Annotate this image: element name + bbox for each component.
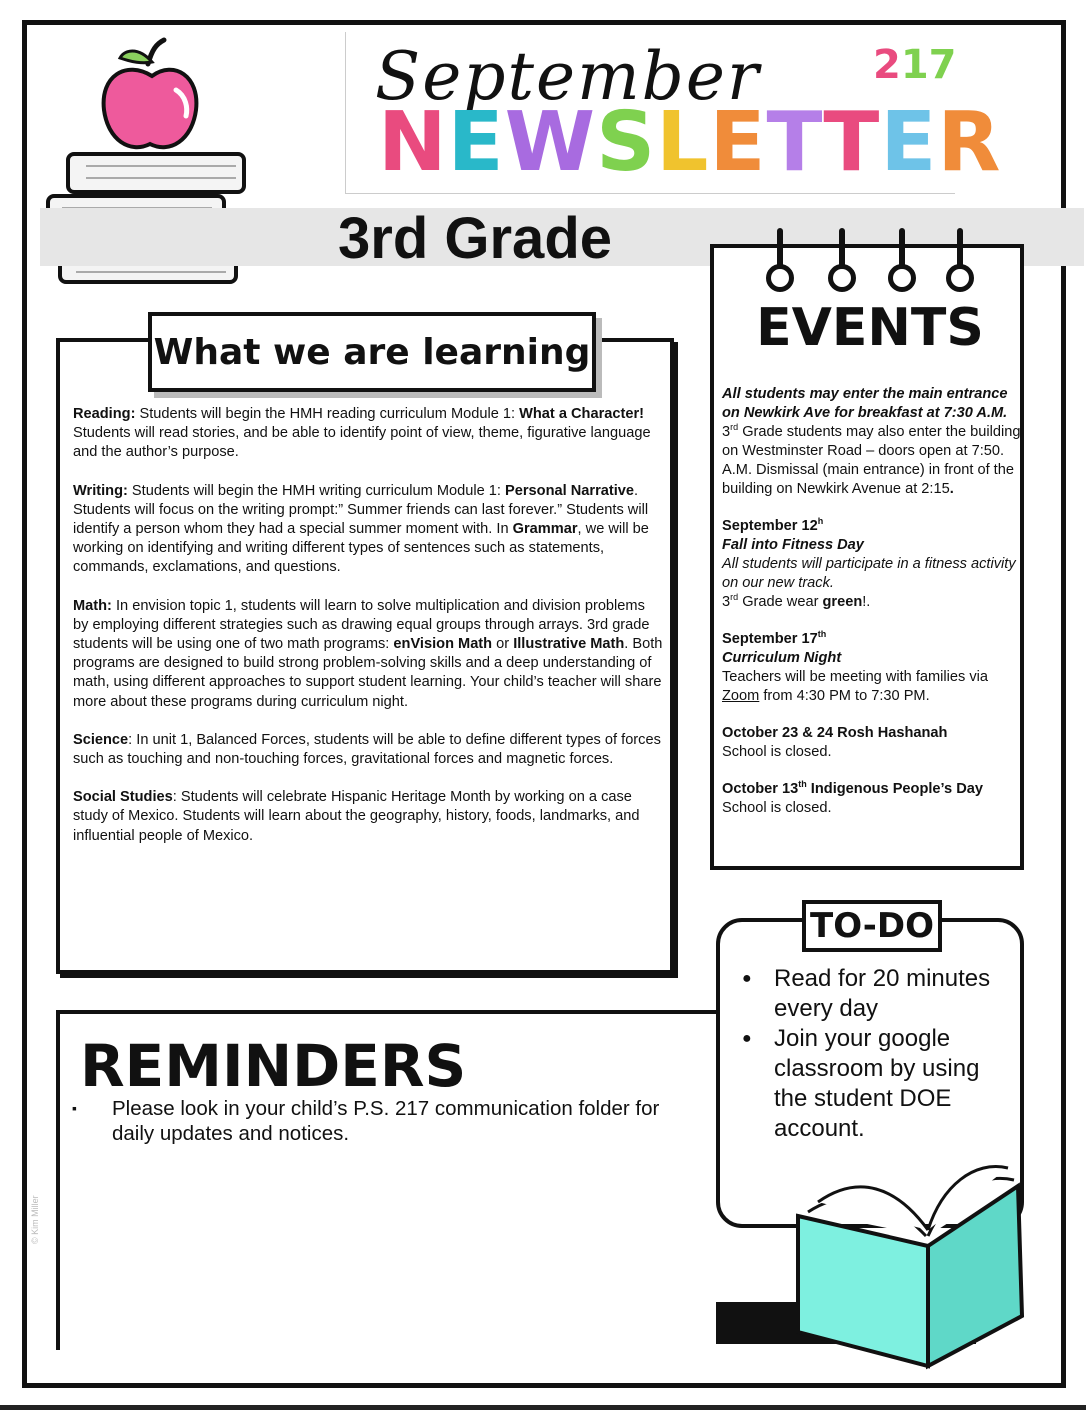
event-curriculum-name: Curriculum Night — [722, 650, 842, 666]
newsletter-letter: T — [823, 95, 881, 190]
learning-section — [73, 597, 663, 712]
learning-section-label: Social Studies — [73, 789, 173, 806]
learning-section-text: . Both programs are designed to build strong problem-solving skills and a deep understanding of math, using different approaches to support student learning. Your child’s teacher will share more about these programs during curriculum night. — [73, 636, 663, 710]
year-tag-second: 17 — [900, 42, 957, 88]
learning-section-text: enVision Math — [393, 636, 493, 653]
bottom-rule — [0, 1405, 1086, 1410]
learning-section-text: Grammar — [512, 521, 578, 538]
learning-section-text: Students will begin the HMH writing curriculum Module 1: — [127, 482, 506, 499]
reminders-list — [72, 1096, 702, 1146]
learning-section-text: . Students will focus on the writing prompt:” Summer friends can last forever.” Students will identify a person whom they had a special summer moment with. In — [73, 482, 649, 538]
learning-section-label: Writing: — [73, 482, 128, 499]
newsletter-letter: R — [937, 95, 1002, 190]
learning-section — [73, 405, 663, 463]
learning-section-text: or — [492, 636, 514, 653]
newsletter-letter: S — [596, 95, 657, 190]
year-tag — [873, 42, 957, 88]
copyright-text: © Kim Miller — [30, 1195, 40, 1244]
event-fitness-date: September 12$^h$ — [722, 516, 824, 534]
event-fitness-desc: All students will participate in a fitness activity on our new track. — [722, 556, 1016, 591]
events-intro-bold: All students may enter the main entrance on Newkirk Ave for breakfast at 7:30 A.M. — [722, 386, 1008, 421]
event-rosh-title: October 23 & 24 Rosh Hashanah — [722, 725, 948, 741]
event-curriculum-desc: Teachers will be meeting with families via Zoom from 4:30 PM to 7:30 PM. — [722, 669, 989, 704]
newsletter-letter: T — [766, 95, 824, 190]
learning-section-label: Math: — [73, 597, 112, 614]
learning-body — [73, 405, 663, 865]
learning-banner — [148, 312, 596, 392]
ring-icon — [946, 228, 974, 298]
newsletter-letter: L — [656, 95, 710, 190]
todo-item: ● Join your google classroom by using the student DOE account. — [738, 1024, 1018, 1144]
reminder-item: ▪ Please look in your child’s P.S. 217 communication folder for daily updates and notices. — [72, 1096, 702, 1146]
todo-banner — [802, 900, 942, 952]
learning-section-text: In envision topic 1, students will learn to solve multiplication and division problems by employing different strategies such as drawing equal groups through arrays. 3rd grade students will be using one of two math programs: — [73, 597, 650, 653]
event-rosh-desc: School is closed. — [722, 744, 832, 760]
learning-section-text: : In unit 1, Balanced Forces, students will be able to define different types of forces such as touching and non-touching forces, gravitational forces and magnetic forces. — [73, 731, 661, 768]
event-indigenous-desc: School is closed. — [722, 800, 832, 816]
ring-icon — [828, 228, 856, 298]
learning-section-text: Personal Narrative — [505, 482, 635, 499]
learning-section-label: Science — [73, 731, 129, 748]
newsletter-word — [378, 95, 1002, 190]
event-curriculum-date: September 17th — [722, 629, 827, 647]
grade-title: 3rd Grade — [338, 206, 612, 271]
event-indigenous-title: October 13th Indigenous People’s Day — [722, 779, 983, 797]
reminders-title: REMINDERS — [80, 1032, 467, 1100]
ring-icon — [888, 228, 916, 298]
learning-section-text: , we will be working on identifying and writing different types of sentences such as statements, commands, exclamations, and questions. — [73, 521, 649, 576]
learning-section — [73, 788, 663, 846]
learning-section-text: Students will begin the HMH reading curriculum Module 1: — [135, 406, 520, 422]
learning-title: What we are learning — [153, 331, 591, 373]
todo-item: ● Read for 20 minutes every day — [738, 964, 1018, 1024]
learning-section-label: Reading: — [73, 406, 136, 422]
newsletter-letter: W — [504, 95, 597, 190]
events-body — [722, 385, 1022, 818]
learning-section-text: : Students will celebrate Hispanic Heritage Month by working on a case study of Mexico. Students will learn about the geography, history, foods, landmarks, and influential people of Mexico. — [73, 789, 640, 844]
newsletter-letter: N — [378, 95, 448, 190]
event-fitness-wear: 3rd Grade wear green!. — [722, 592, 871, 610]
learning-section — [73, 731, 663, 769]
events-intro-text: 3rd Grade students may also enter the building on Westminster Road – doors open at 7:50. A.M. Dismissal (main entrance) in front of the building on Newkirk Avenue at 2:15. — [722, 422, 1021, 497]
learning-section-text: Illustrative Math — [513, 636, 625, 653]
open-book-icon — [778, 1156, 1038, 1378]
zoom-link[interactable]: Zoom — [722, 688, 760, 704]
newsletter-letter: E — [880, 95, 938, 190]
events-title: EVENTS — [756, 298, 984, 358]
learning-section-text: What a Character! — [519, 406, 644, 422]
script-title: September — [375, 38, 761, 115]
ring-icon — [766, 228, 794, 298]
learning-section — [73, 482, 663, 578]
learning-section-text: Students will read stories, and be able to identify point of view, theme, figurative language and the author’s purpose. — [73, 425, 651, 461]
year-tag-first: 2 — [873, 42, 901, 88]
newsletter-letter: E — [447, 95, 505, 190]
todo-title: TO-DO — [810, 906, 934, 946]
todo-list — [738, 964, 1018, 1144]
event-fitness-name: Fall into Fitness Day — [722, 537, 864, 553]
newsletter-letter: E — [709, 95, 767, 190]
